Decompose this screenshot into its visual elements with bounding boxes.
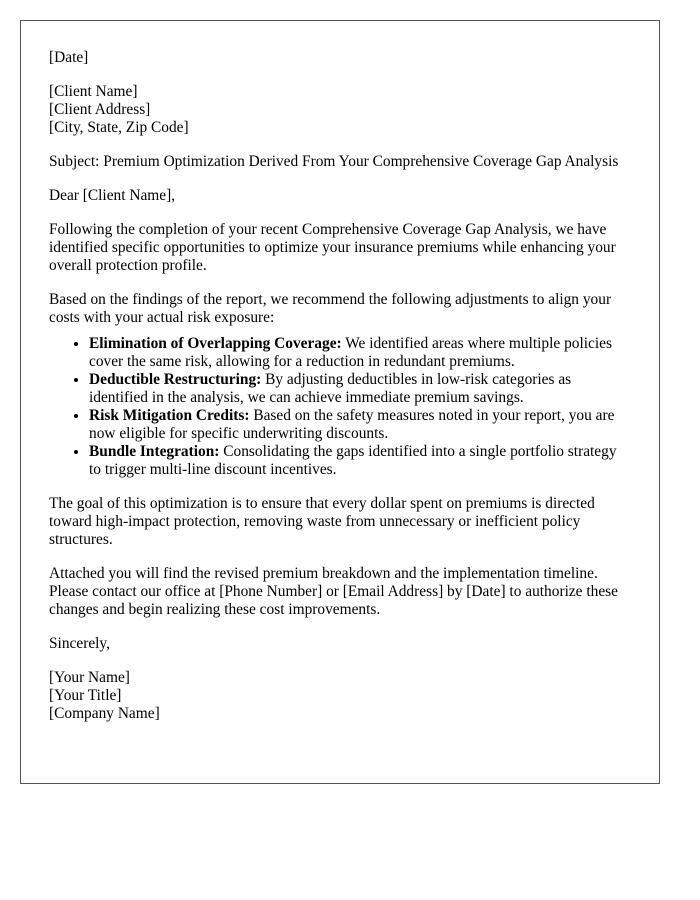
list-item xyxy=(89,443,631,479)
recipient-block xyxy=(49,83,631,137)
recommendation-text: Consolidating the gaps identified into a single portfolio strategy to trigger multi-line discount incentives. xyxy=(89,443,617,478)
closing-paragraph: Attached you will find the revised premium breakdown and the implementation timeline. Please contact our office at [Phone Number] or [Email Address] by [Date] to authorize these changes and begin realizing these cost improvements. xyxy=(49,565,618,618)
signature-block xyxy=(49,669,631,723)
list-item xyxy=(89,407,631,443)
recommendation-text: We identified areas where multiple policies cover the same risk, allowing for a reduction in redundant premiums. xyxy=(89,335,612,370)
salutation: Dear [Client Name], xyxy=(49,187,176,204)
letter-date: [Date] xyxy=(49,49,89,66)
recommendation-title: Elimination of Overlapping Coverage: xyxy=(89,335,342,352)
goal-paragraph: The goal of this optimization is to ensure that every dollar spent on premiums is directed toward high-impact protection, removing waste from unnecessary or inefficient policy structures. xyxy=(49,495,595,548)
recommendation-title: Bundle Integration: xyxy=(89,443,220,460)
list-item xyxy=(89,335,631,371)
recipient-name: [Client Name] xyxy=(49,83,138,100)
recommendation-title: Risk Mitigation Credits: xyxy=(89,407,250,424)
letter xyxy=(20,20,660,784)
recommendation-text: Based on the safety measures noted in your report, you are now eligible for specific underwriting discounts. xyxy=(89,407,615,442)
subject-line: Subject: Premium Optimization Derived From Your Comprehensive Coverage Gap Analysis xyxy=(49,153,619,170)
recipient-city-state-zip: [City, State, Zip Code] xyxy=(49,119,189,136)
signature-name: [Your Name] xyxy=(49,669,130,686)
list-item xyxy=(89,371,631,407)
recipient-address: [Client Address] xyxy=(49,101,151,118)
recommendation-list xyxy=(49,335,631,479)
signoff: Sincerely, xyxy=(49,635,110,652)
signature-title: [Your Title] xyxy=(49,687,122,704)
lead-in-paragraph: Based on the findings of the report, we recommend the following adjustments to align your costs with your actual risk exposure: xyxy=(49,291,612,326)
signature-company: [Company Name] xyxy=(49,705,160,722)
intro-paragraph: Following the completion of your recent Comprehensive Coverage Gap Analysis, we have identified specific opportunities to optimize your insurance premiums while enhancing your overall protection profile. xyxy=(49,221,616,274)
recommendation-title: Deductible Restructuring: xyxy=(89,371,262,388)
recommendation-text: By adjusting deductibles in low-risk categories as identified in the analysis, we can achieve immediate premium savings. xyxy=(89,371,572,406)
